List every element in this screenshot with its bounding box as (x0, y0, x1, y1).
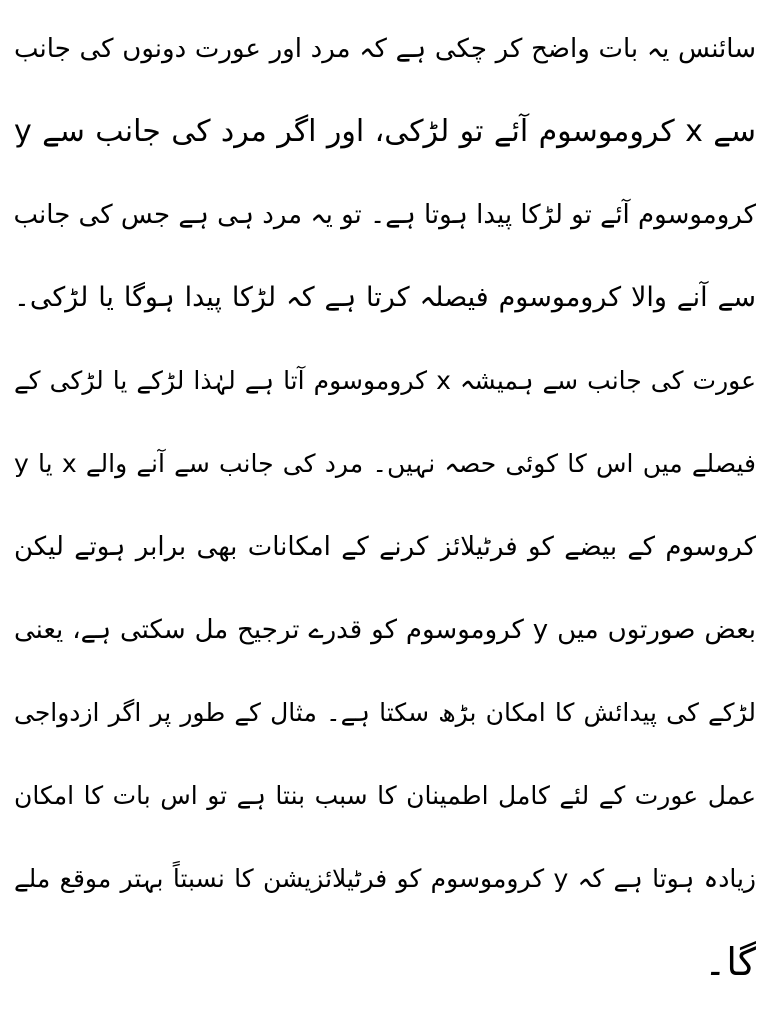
urdu-paragraph (14, 14, 756, 1010)
text-line: سائنس یہ بات واضح کر چکی ہے کہ مرد اور عورت دونوں کی جانب (14, 34, 756, 64)
text-line-last: گا۔ (704, 940, 756, 984)
text-line: عمل عورت کے لئے کامل اطمینان کا سبب بنتا ہے تو اس بات کا امکان (14, 781, 756, 810)
text-line: لڑکے کی پیدائش کا امکان بڑھ سکتا ہے۔ مثال کے طور پر اگر ازدواجی (14, 698, 756, 727)
text-line: بعض صورتوں میں y کروموسوم کو قدرے ترجیح مل سکتی ہے، یعنی (14, 615, 756, 645)
text-line: زیادہ ہوتا ہے کہ y کروموسوم کو فرٹیلائزیشن کا نسبتاً بہتر موقع ملے (14, 864, 756, 893)
text-line: کروموسوم آئے تو لڑکا پیدا ہوتا ہے۔ تو یہ مرد ہی ہے جس کی جانب (14, 200, 756, 230)
text-line: فیصلے میں اس کا کوئی حصہ نہیں۔ مرد کی جانب سے آنے والے x یا y (14, 449, 756, 478)
text-line: عورت کی جانب سے ہمیشہ x کروموسوم آتا ہے لہٰذا لڑکے یا لڑکی کے (14, 366, 756, 395)
text-line: کروسوم کے بیضے کو فرٹیلائز کرنے کے امکانات بھی برابر ہوتے لیکن (14, 532, 756, 562)
text-line: سے x کروموسوم آئے تو لڑکی، اور اگر مرد کی جانب سے y (14, 114, 756, 149)
text-line: سے آنے والا کروموسوم فیصلہ کرتا ہے کہ لڑکا پیدا ہوگا یا لڑکی۔ (14, 282, 756, 313)
